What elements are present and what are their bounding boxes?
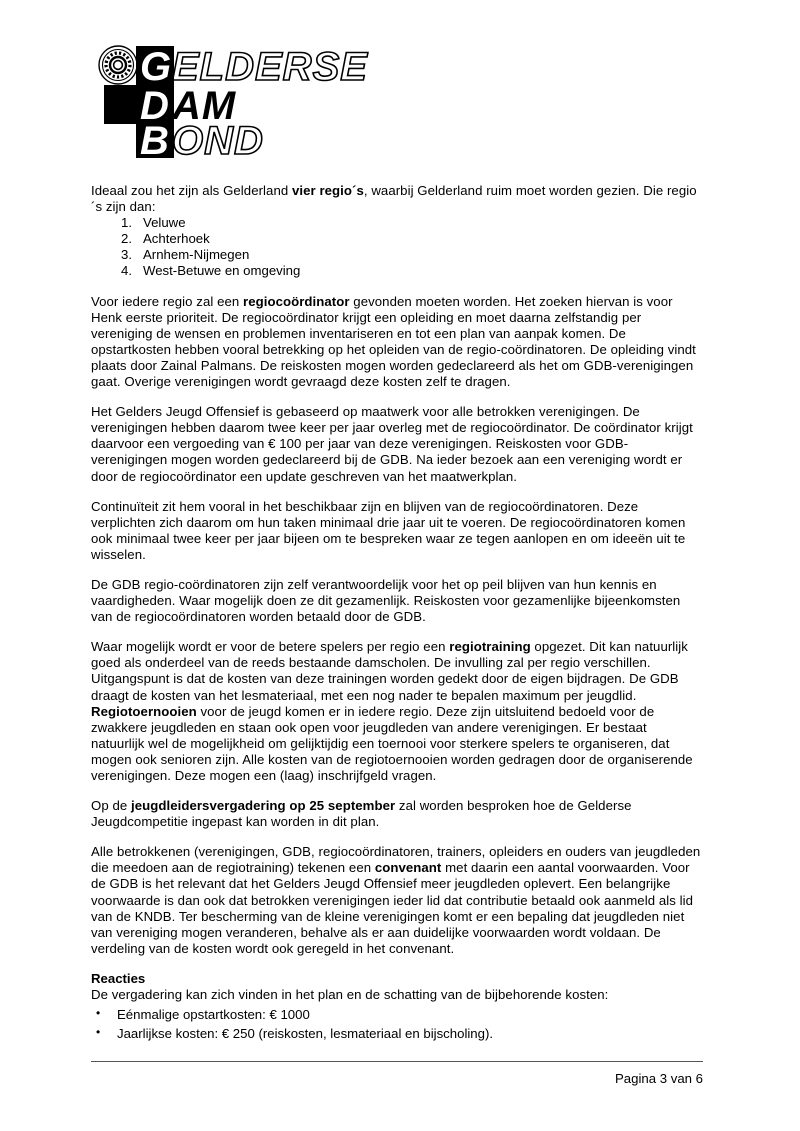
paragraph-kennis-vaardigheden: De GDB regio-coördinatoren zijn zelf verantwoordelijk voor het op peil blijven van hun kennis en vaardigheden. Waar mogelijk doen ze dit gezamenlijk. Reiskosten voor gezamenlijke bijeenkomsten van de regiocoördinatoren worden betaald door de GDB.: [91, 576, 681, 625]
convenant-bold-term: convenant: [374, 860, 442, 876]
paragraph-jeugd-offensief: Het Gelders Jeugd Offensief is gebaseerd op maatwerk voor alle betrokken verenigingen. De verenigingen hebben daarom twee keer per jaar overleg met de regiocoördinator. De coördinator krijgt daarvoor een vergoeding van € 100 per jaar van deze verenigingen. Reiskosten voor GDB-verenigingen mogen worden gedeclareerd bij de GDB. Na ieder bezoek aan een vereniging wordt er door de regiocoördinator een update geschreven van het maatwerkplan.: [91, 404, 693, 484]
draughts-stone-emblem: [99, 46, 137, 84]
training-text-b: opgezet. Dit kan natuurlijk goed als onderdeel van de reeds bestaande damscholen. De invulling zal per regio verschillen. Uitgangspunt is dat de kosten van deze trainingen worden gedekt door de eigen bijdragen. De GDB draagt de kosten van het lesmateriaal, met een nog nader te bepalen maximum per jeugdlid.: [91, 639, 688, 703]
reacties-intro: De vergadering kan zich vinden in het plan en de schatting van de bijbehorende kosten:: [91, 987, 609, 1003]
logo-letter-d: D: [140, 84, 169, 128]
list-item: [91, 1005, 703, 1024]
list-item-label: Veluwe: [143, 215, 186, 231]
coordinator-bold-term: regiocoördinator: [243, 293, 350, 309]
list-item-number: 2.: [121, 231, 132, 247]
gelderse-dam-bond-logo-graphic: [96, 44, 396, 159]
coordinator-text-a: Voor iedere regio zal een: [91, 293, 244, 309]
list-item-label: Eénmalige opstartkosten: € 1000: [117, 1007, 310, 1023]
logo-text-ond: OND: [172, 119, 264, 159]
training-bold-regiotoernooien: Regiotoernooien: [91, 703, 197, 719]
footer-divider: [91, 1061, 703, 1062]
convenant-text-a: Alle betrokkenen (verenigingen, GDB, regiocoördinatoren, trainers, opleiders en ouders van jeugdleden die meedoen aan de regiotraining) tekenen een: [91, 844, 701, 876]
page-footer: [91, 1061, 703, 1087]
page-number: Pagina 3 van 6: [615, 1071, 703, 1086]
organization-logo: [96, 44, 396, 159]
list-item-label: West-Betuwe en omgeving: [143, 263, 301, 279]
intro-text-a: Ideaal zou het zijn als Gelderland: [91, 183, 292, 198]
list-item: [91, 263, 703, 279]
paragraph-convenant: [91, 844, 703, 957]
document-body: [91, 183, 703, 1043]
logo-text-elderse: ELDERSE: [172, 45, 368, 89]
list-item-label: Jaarlijkse kosten: € 250 (reiskosten, lesmateriaal en bijscholing).: [117, 1026, 494, 1042]
list-item-number: 3.: [121, 247, 132, 263]
list-item-number: 1.: [121, 215, 132, 231]
section-heading-reacties: Reacties: [91, 970, 146, 986]
logo-text-am: AM: [172, 84, 237, 128]
list-item: [91, 247, 703, 263]
training-text-c: voor de jeugd komen er in iedere regio. Deze zijn uitsluitend bedoeld voor de zwakkere jeugdleden en staan ook open voor jeugdleden van andere verenigingen. Er bestaat natuurlijk wel de mogelijkheid om gelijktijdig een toernooi voor sterkere spelers te organiseren, dat mogen ook senioren zijn. Alle kosten van de regiotoernooien worden gedragen door de organiserende verenigingen. Deze mogen een (laag) inschrijfgeld vragen.: [91, 703, 693, 783]
paragraph-intro: [91, 183, 703, 215]
bullet-icon: •: [96, 1025, 101, 1040]
vergadering-text-b: zal worden besproken hoe de Gelderse Jeugdcompetitie ingepast kan worden in dit plan.: [91, 798, 632, 830]
list-item-number: 4.: [121, 263, 132, 279]
training-bold-regiotraining: regiotraining: [449, 639, 531, 655]
paragraph-continuiteit: Continuïteit zit hem vooral in het beschikbaar zijn en blijven van de regiocoördinatoren. Deze verplichten zich daarom om hun taken minimaal drie jaar uit te voeren. De regiocoördinatoren komen ook minimaal twee keer per jaar bijeen om te bespreken waar ze tegen aanlopen en om ideeën uit te wisselen.: [91, 498, 686, 562]
paragraph-jeugdleidersvergadering: [91, 798, 703, 830]
list-item: [91, 215, 703, 231]
intro-text-b: , waarbij Gelderland ruim moet worden gezien. Die regio´s zijn dan:: [91, 183, 697, 215]
reacties-cost-list: [91, 1005, 703, 1043]
paragraph-regiocoordinator: [91, 294, 703, 391]
logo-letter-g: G: [140, 45, 172, 89]
coordinator-text-b: gevonden moeten worden. Het zoeken hiervan is voor Henk eerste prioriteit. De regiocoördinator krijgt een opleiding en moet daarna zelfstandig per vereniging de wensen en problemen inventariseren en tot een plan van aanpak komen. De opstartkosten hebben vooral betrekking op het opleiden van de regio-coördinatoren. De opleiding vindt plaats door Zainal Palmans. De reiskosten mogen worden gedeclareerd als het om GDB-verenigingen gaat. Overige verenigingen wordt gevraagd deze kosten zelf te dragen.: [91, 293, 696, 390]
vergadering-text-a: Op de: [91, 798, 131, 814]
intro-bold-vier-regios: vier regio´s: [291, 183, 364, 198]
list-item: [91, 231, 703, 247]
list-item-label: Arnhem-Nijmegen: [143, 247, 250, 263]
region-list: [91, 215, 703, 279]
list-item-label: Achterhoek: [143, 231, 210, 247]
list-item: [91, 1024, 703, 1043]
vergadering-bold-date: jeugdleidersvergadering op 25 september: [130, 798, 396, 814]
training-text-a: Waar mogelijk wordt er voor de betere spelers per regio een: [91, 639, 450, 655]
convenant-text-b: met daarin een aantal voorwaarden. Voor de GDB is het relevant dat het Gelders Jeugd Offensief meer jeugdleden oplevert. Een belangrijke voorwaarde is dan ook dat betrokken verenigingen ieder lid dat contributie betaald ook aanmeld als lid van de KNDB. Ter bescherming van de kleine verenigingen komt er een bepaling dat jeugdleden niet van vereniging mogen veranderen, behalve als er aan duidelijke voorwaarden wordt voldaan. De verdeling van de kosten wordt ook geregeld in het convenant.: [91, 860, 694, 956]
bullet-icon: •: [96, 1006, 101, 1021]
paragraph-regiotraining: [91, 639, 703, 784]
logo-letter-b: B: [140, 119, 169, 159]
